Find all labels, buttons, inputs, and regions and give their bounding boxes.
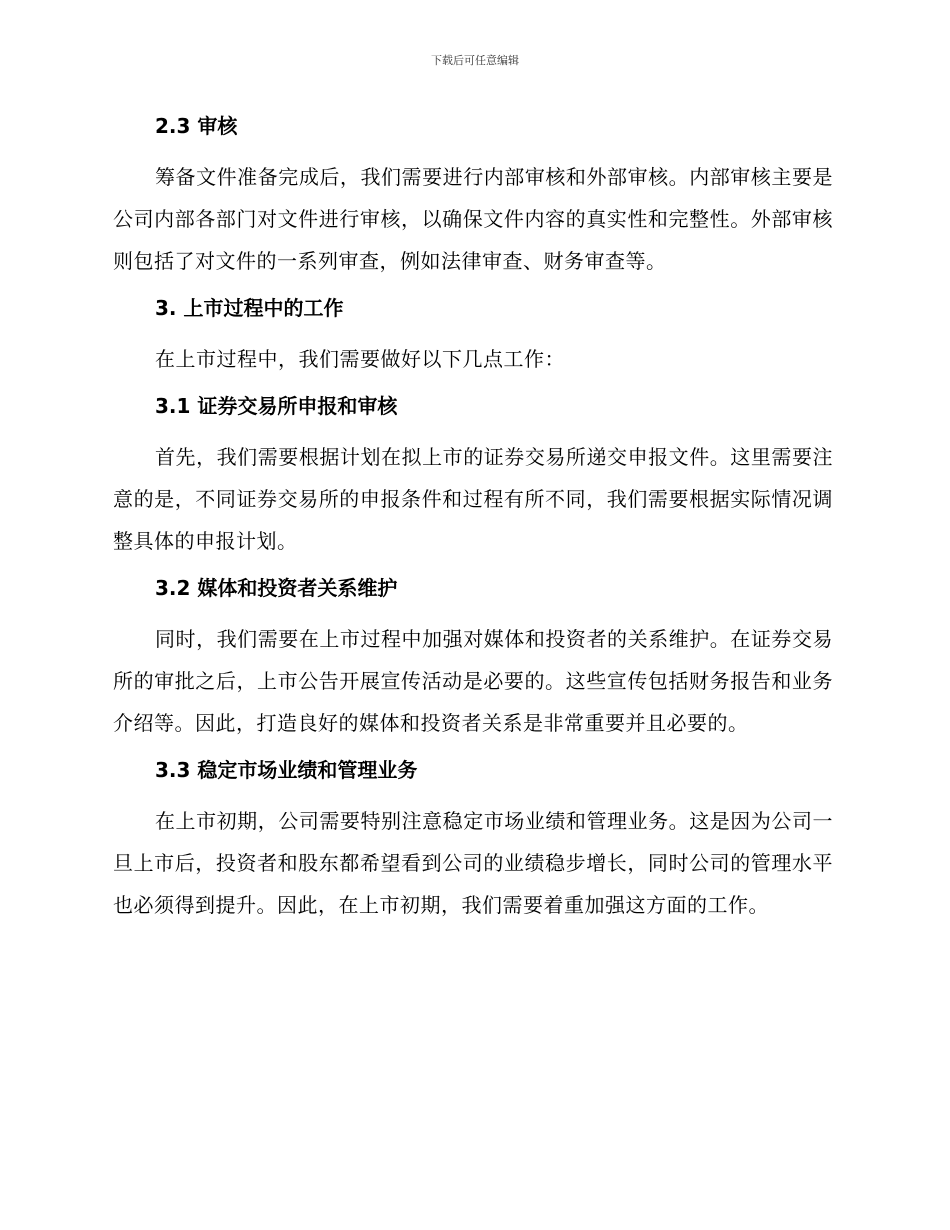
document-body xyxy=(113,110,833,926)
section-paragraph-2-3: 筹备文件准备完成后，我们需要进行内部审核和外部审核。内部审核主要是公司内部各部门对文件进行审核，以确保文件内容的真实性和完整性。外部审核则包括了对文件的一系列审查，例如法律审查、财务审查等。 xyxy=(113,165,833,273)
section-heading-2-3: 2.3 审核 xyxy=(155,114,238,138)
section-paragraph-3-2: 同时，我们需要在上市过程中加强对媒体和投资者的关系维护。在证券交易所的审批之后，上市公告开展宣传活动是必要的。这些宣传包括财务报告和业务介绍等。因此，打造良好的媒体和投资者关系是非常重要并且必要的。 xyxy=(113,627,833,735)
section-heading-3: 3. 上市过程中的工作 xyxy=(155,296,344,320)
section-heading-3-1: 3.1 证券交易所申报和审核 xyxy=(155,394,398,418)
section-heading-3-3: 3.3 稳定市场业绩和管理业务 xyxy=(155,758,418,782)
page-header: 下载后可任意编辑 xyxy=(431,54,519,67)
section-paragraph-3-1: 首先，我们需要根据计划在拟上市的证券交易所递交申报文件。这里需要注意的是，不同证券交易所的申报条件和过程有所不同，我们需要根据实际情况调整具体的申报计划。 xyxy=(113,445,833,553)
section-heading-3-2: 3.2 媒体和投资者关系维护 xyxy=(155,576,398,600)
section-paragraph-3: 在上市过程中，我们需要做好以下几点工作： xyxy=(155,347,565,371)
section-paragraph-3-3: 在上市初期，公司需要特别注意稳定市场业绩和管理业务。这是因为公司一旦上市后，投资者和股东都希望看到公司的业绩稳步增长，同时公司的管理水平也必须得到提升。因此，在上市初期，我们需要着重加强这方面的工作。 xyxy=(113,809,833,917)
